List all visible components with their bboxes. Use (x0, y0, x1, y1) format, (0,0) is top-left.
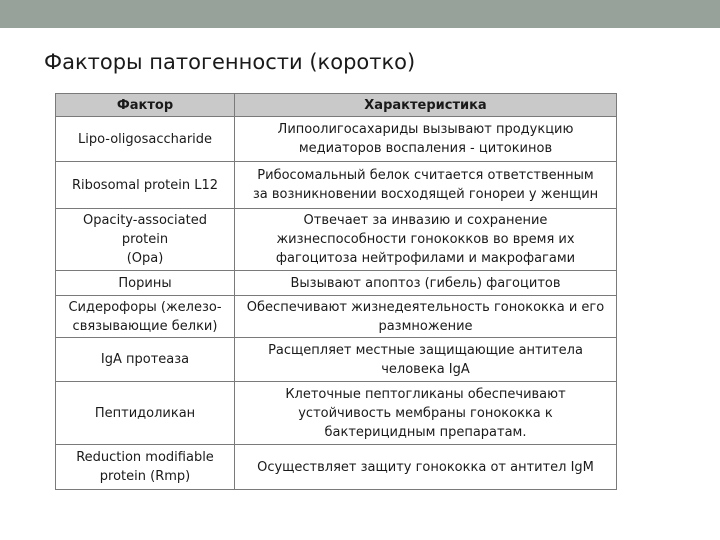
description-cell: Осуществляет защиту гонококка от антител IgM (235, 445, 617, 490)
factor-cell: IgA протеаза (56, 338, 235, 382)
header-description: Характеристика (235, 94, 617, 117)
factor-cell: Reduction modifiable protein (Rmp) (56, 445, 235, 490)
table-row (56, 338, 617, 382)
factor-cell: Пептидоликан (56, 382, 235, 445)
description-cell: Клеточные пептогликаны обеспечивают устойчивость мембраны гонококка к бактерицидным препаратам. (235, 382, 617, 445)
factor-cell: Ribosomal protein L12 (56, 162, 235, 209)
description-cell: Расщепляет местные защищающие антитела человека IgA (235, 338, 617, 382)
table-row (56, 209, 617, 271)
factor-cell: Сидерофоры (железо- связывающие белки) (56, 296, 235, 338)
factor-cell: Opacity-associated protein (Opa) (56, 209, 235, 271)
description-cell: Липоолигосахариды вызывают продукцию медиаторов воспаления - цитокинов (235, 117, 617, 162)
slide-title: Факторы патогенности (коротко) (44, 50, 416, 74)
table-row (56, 445, 617, 490)
table-header-row (56, 94, 617, 117)
description-cell: Рибосомальный белок считается ответственным за возникновении восходящей гонореи у женщин (235, 162, 617, 209)
table-row (56, 382, 617, 445)
table-row (56, 296, 617, 338)
table-row (56, 162, 617, 209)
factor-cell: Lipo-oligosaccharide (56, 117, 235, 162)
factor-cell: Порины (56, 271, 235, 296)
description-cell: Обеспечивают жизнедеятельность гонококка и его размножение (235, 296, 617, 338)
header-factor: Фактор (56, 94, 235, 117)
description-cell: Отвечает за инвазию и сохранение жизнеспособности гонококков во время их фагоцитоза нейтрофилами и макрофагами (235, 209, 617, 271)
table-row (56, 271, 617, 296)
table-row (56, 117, 617, 162)
description-cell: Вызывают апоптоз (гибель) фагоцитов (235, 271, 617, 296)
top-accent-bar (0, 0, 720, 28)
pathogenicity-factors-table (55, 93, 617, 490)
